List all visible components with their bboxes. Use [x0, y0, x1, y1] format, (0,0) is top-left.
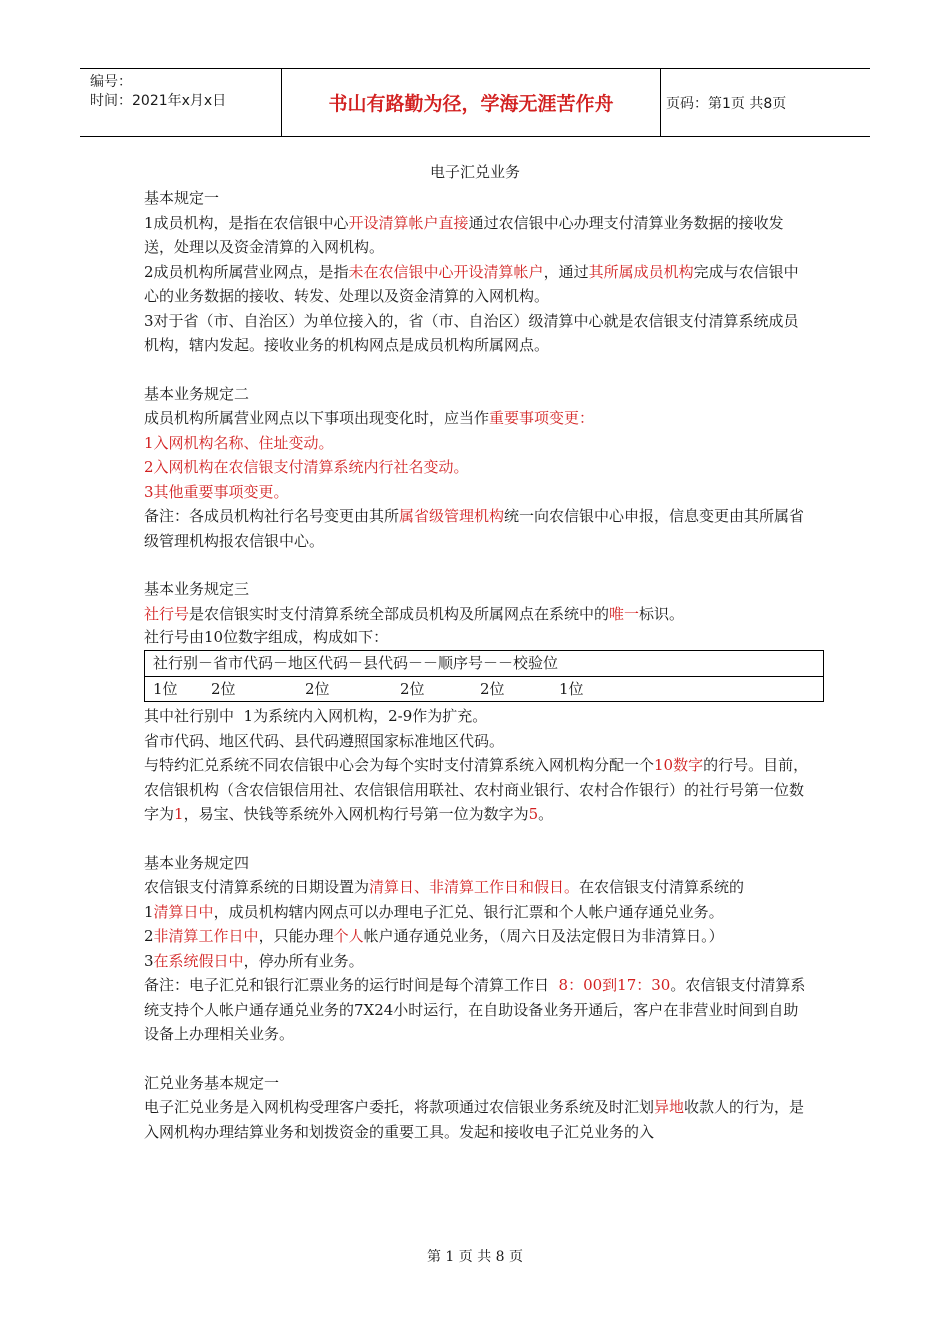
section-heading: 汇兑业务基本规定一 [144, 1073, 280, 1092]
document-title: 电子汇兑业务 [429, 163, 520, 181]
paragraph: 其中社行别中 1为系统内入网机构，2-9作为扩充。 [144, 707, 488, 725]
note-paragraph: 备注：各成员机构社行名号变更由其所属省级管理机构统一向农信银中心申报，信息变更由其所属省级管理机构报农信银中心。 [144, 507, 805, 550]
paragraph: 社行号是农信银实时支付清算系统全部成员机构及所属网点在系统中的唯一标识。 [144, 604, 685, 623]
list-item: 1入网机构名称、住址变动。 [144, 433, 334, 452]
header-motto: 书山有路勤为径，学海无涯苦作舟 [282, 69, 661, 136]
table-cell: 社行别－省市代码－地区代码－县代码－－顺序号－－校验位 [145, 651, 824, 677]
number-label: 编号： [90, 74, 132, 90]
section-heading: 基本业务规定四 [144, 853, 250, 872]
date-label: 时间：2021年x月x日 [90, 93, 227, 109]
section-heading: 基本规定一 [144, 189, 220, 207]
paragraph: 2成员机构所属营业网点，是指未在农信银中心开设清算帐户，通过其所属成员机构完成与农信银中心的业务数据的接收、转发、处理以及资金清算的入网机构。 [144, 262, 799, 305]
page-footer: 第 1 页 共 8 页 [426, 1249, 524, 1265]
paragraph: 社行号由10位数字组成，构成如下： [144, 628, 389, 646]
header-page-label: 页码：第1页 共8页 [666, 95, 787, 112]
list-item: 2入网机构在农信银支付清算系统内行社名变动。 [144, 458, 469, 476]
paragraph: 与特约汇兑系统不同农信银中心会为每个实时支付清算系统入网机构分配一个10数字的行号。目前，农信银机构（含农信银信用社、农信银信用联社、农村商业银行、农村合作银行）的社行号第一位数字为1，易宝、快钱等系统外入网机构行号第一位为数字为5。 [144, 756, 809, 823]
paragraph: 1成员机构，是指在农信银中心开设清算帐户直接通过农信银中心办理支付清算业务数据的接收发送，处理以及资金清算的入网机构。 [144, 213, 784, 256]
table-cell: 1位 2位 2位 2位 2位 1位 [145, 676, 824, 702]
section-heading: 基本业务规定二 [144, 384, 250, 403]
list-item: 2非清算工作日中，只能办理个人帐户通存通兑业务，（周六日及法定假日为非清算日。） [144, 927, 724, 945]
list-item: 3在系统假日中，停办所有业务。 [144, 951, 364, 970]
list-item: 1清算日中，成员机构辖内网点可以办理电子汇兑、银行汇票和个人帐户通存通兑业务。 [144, 902, 724, 921]
page-header [80, 68, 870, 137]
note-paragraph: 备注：电子汇兑和银行汇票业务的运行时间是每个清算工作日 8：00到17：30。农信银支付清算系统支持个人帐户通存通兑业务的7X24小时运行，在自助设备业务开通后，客户在非营业时间到自助设备上办理相关业务。 [144, 976, 806, 1043]
section-heading: 基本业务规定三 [144, 580, 250, 598]
paragraph: 3对于省（市、自治区）为单位接入的，省（市、自治区）级清算中心就是农信银支付清算系统成员机构，辖内发起。接收业务的机构网点是成员机构所属网点。 [144, 311, 799, 354]
paragraph: 农信银支付清算系统的日期设置为清算日、非清算工作日和假日。在农信银支付清算系统的 [144, 878, 745, 896]
list-item: 3其他重要事项变更。 [144, 482, 289, 501]
paragraph: 电子汇兑业务是入网机构受理客户委托，将款项通过农信银业务系统及时汇划异地收款人的行为，是入网机构办理结算业务和划拨资金的重要工具。发起和接收电子汇兑业务的入 [144, 1098, 805, 1141]
paragraph: 省市代码、地区代码、县代码遵照国家标准地区代码。 [144, 731, 505, 750]
header-meta [80, 69, 282, 136]
code-structure-table [144, 650, 824, 702]
document-body [144, 186, 812, 1144]
paragraph: 成员机构所属营业网点以下事项出现变化时，应当作重要事项变更： [144, 409, 595, 427]
